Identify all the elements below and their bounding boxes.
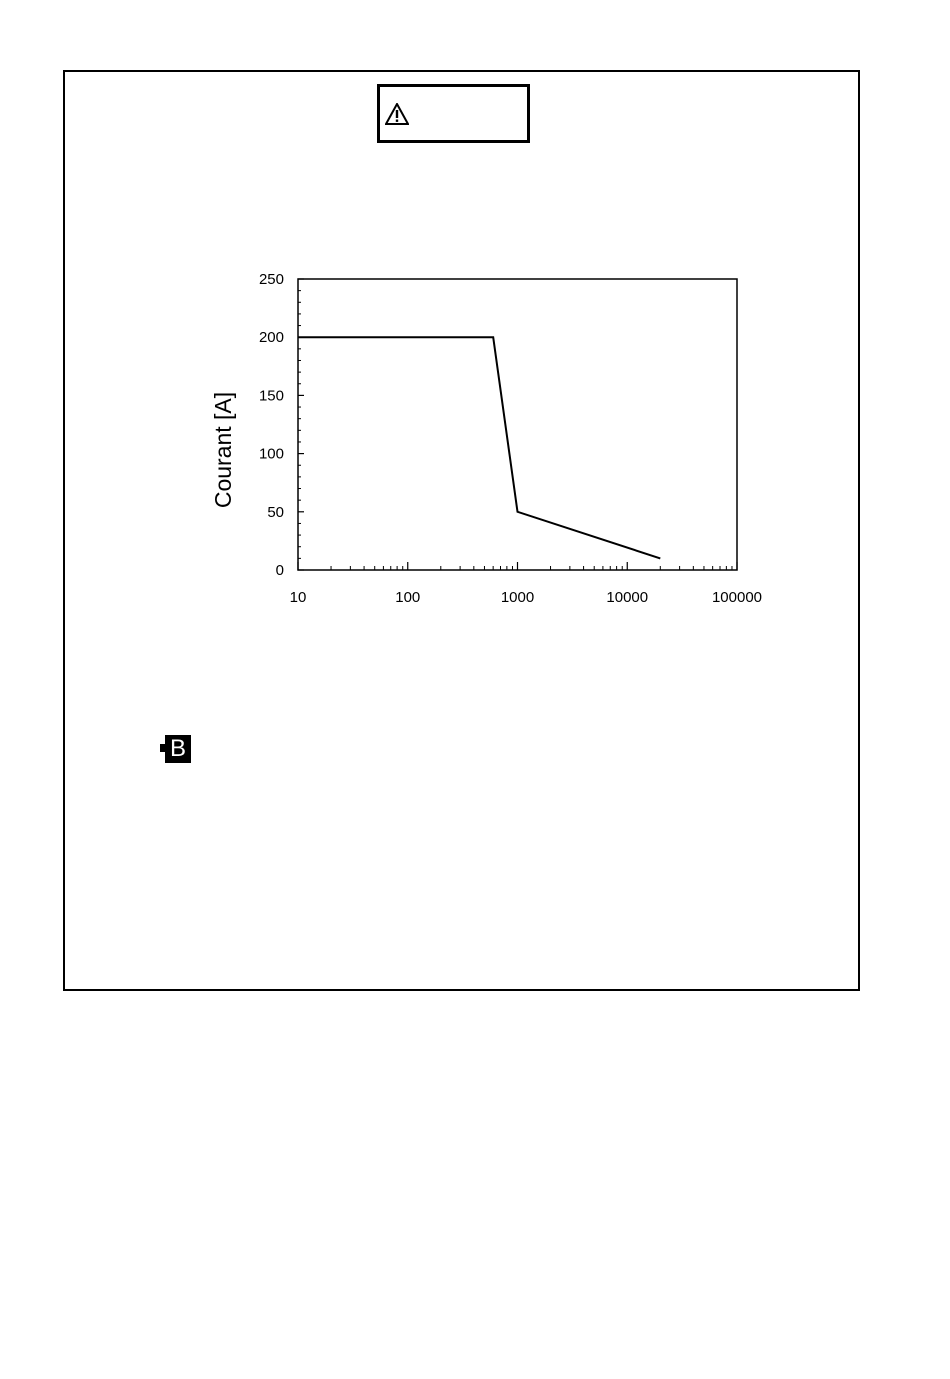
y-axis-label: Courant [A]: [210, 391, 236, 509]
y-tick-label: 200: [258, 329, 284, 347]
x-tick-label: 100: [395, 589, 421, 606]
y-tick-label: 50: [267, 503, 284, 521]
x-tick-label: 10000: [606, 589, 649, 606]
series-line: [298, 337, 660, 558]
x-tick-label: 1000: [500, 589, 535, 606]
y-tick-label: 0: [275, 562, 284, 579]
y-tick-label: 250: [258, 271, 284, 288]
b-badge: [160, 735, 192, 763]
y-tick-label: 150: [258, 387, 284, 405]
x-tick-label: 100000: [711, 589, 763, 606]
y-tick-label: 100: [258, 445, 284, 463]
x-tick-label: 10: [289, 589, 307, 606]
plot-area: [298, 279, 737, 570]
badge-letter: B: [165, 735, 191, 763]
